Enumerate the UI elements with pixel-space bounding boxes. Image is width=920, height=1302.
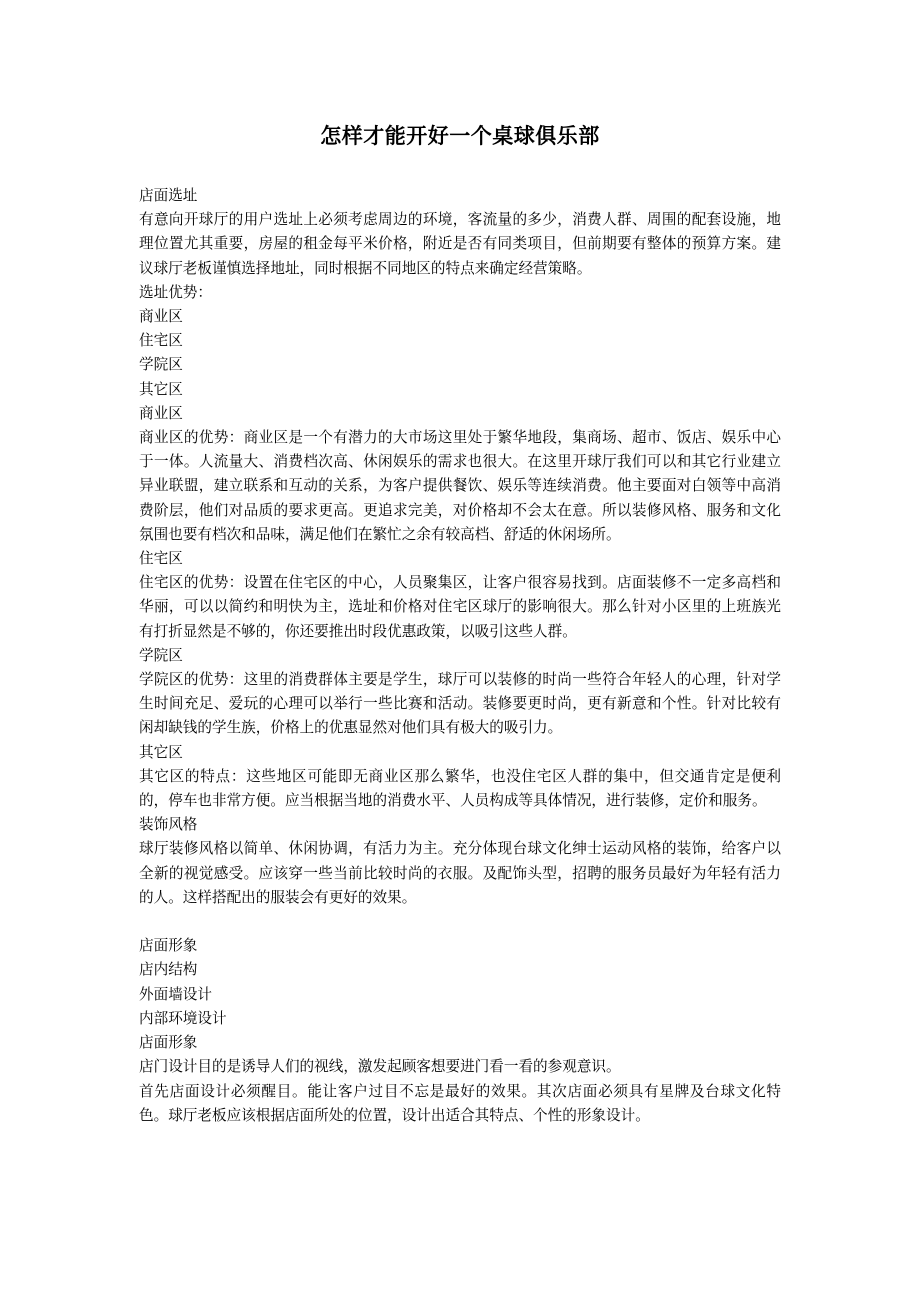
paragraph-residential: 住宅区的优势：设置在住宅区的中心，人员聚集区，让客户很容易找到。店面装修不一定多高档和华丽，可以以简约和明快为主，选址和价格对住宅区球厅的影响很大。那么针对小区里的上班族光有打折显然是不够的，你还要推出时段优惠政策，以吸引这些人群。	[139, 574, 781, 640]
heading-store-image: 店面形象	[139, 937, 198, 955]
heading-location-advantages: 选址优势：	[139, 283, 212, 301]
list-item-residential: 住宅区	[139, 332, 183, 350]
paragraph-storefront-purpose: 店门设计目的是诱导人们的视线，激发起顾客想要进门看一看的参观意识。	[139, 1058, 621, 1076]
heading-store-image-2: 店面形象	[139, 1034, 198, 1052]
paragraph-location-intro: 有意向开球厅的用户选址上必须考虑周边的环境，客流量的多少，消费人群、周围的配套设施，地理位置尤其重要，房屋的租金每平米价格，附近是否有同类项目，但前期要有整体的预算方案。建议球厅老板谨慎选择地址，同时根据不同地区的特点来确定经营策略。	[139, 211, 781, 277]
heading-residential: 住宅区	[139, 550, 183, 568]
list-item-interior-structure: 店内结构	[139, 961, 198, 979]
heading-other: 其它区	[139, 743, 183, 761]
blank-line	[139, 910, 781, 934]
heading-college: 学院区	[139, 646, 183, 664]
paragraph-storefront-design: 首先店面设计必须醒目。能让客户过目不忘是最好的效果。其次店面必须具有星牌及台球文化特色。球厅老板应该根据店面所处的位置，设计出适合其特点、个性的形象设计。	[139, 1082, 781, 1124]
list-item-interior-environment: 内部环境设计	[139, 1009, 227, 1027]
heading-commercial: 商业区	[139, 404, 183, 422]
heading-decoration-style: 装饰风格	[139, 816, 198, 834]
list-item-college: 学院区	[139, 356, 183, 374]
document-body	[139, 184, 781, 1128]
list-item-commercial: 商业区	[139, 308, 183, 326]
heading-store-location: 店面选址	[139, 187, 198, 204]
document-title: 怎样才能开好一个桌球俱乐部	[320, 124, 600, 148]
list-item-other: 其它区	[139, 380, 183, 398]
list-item-exterior-wall: 外面墙设计	[139, 985, 212, 1003]
paragraph-college: 学院区的优势：这里的消费群体主要是学生，球厅可以装修的时尚一些符合年轻人的心理，针对学生时间充足、爱玩的心理可以举行一些比赛和活动。装修要更时尚，更有新意和个性。针对比较有闲却缺钱的学生族，价格上的优惠显然对他们具有极大的吸引力。	[139, 671, 781, 737]
paragraph-commercial: 商业区的优势：商业区是一个有潜力的大市场这里处于繁华地段，集商场、超市、饭店、娱乐中心于一体。人流量大、消费档次高、休闲娱乐的需求也很大。在这里开球厅我们可以和其它行业建立异业联盟，建立联系和互动的关系，为客户提供餐饮、娱乐等连续消费。他主要面对白领等中高消费阶层，他们对品质的要求更高。更追求完美，对价格却不会太在意。所以装修风格、服务和文化氛围也要有档次和品味，满足他们在繁忙之余有较高档、舒适的休闲场所。	[139, 429, 781, 543]
paragraph-other: 其它区的特点：这些地区可能即无商业区那么繁华，也没住宅区人群的集中，但交通肯定是便利的，停车也非常方便。应当根据当地的消费水平、人员构成等具体情况，进行装修，定价和服务。	[139, 767, 781, 810]
paragraph-decoration-style: 球厅装修风格以简单、休闲协调，有活力为主。充分体现台球文化绅士运动风格的装饰，给客户以全新的视觉感受。应该穿一些当前比较时尚的衣服。及配饰头型，招聘的服务员最好为年轻有活力的人。这样搭配出的服装会有更好的效果。	[139, 840, 781, 906]
